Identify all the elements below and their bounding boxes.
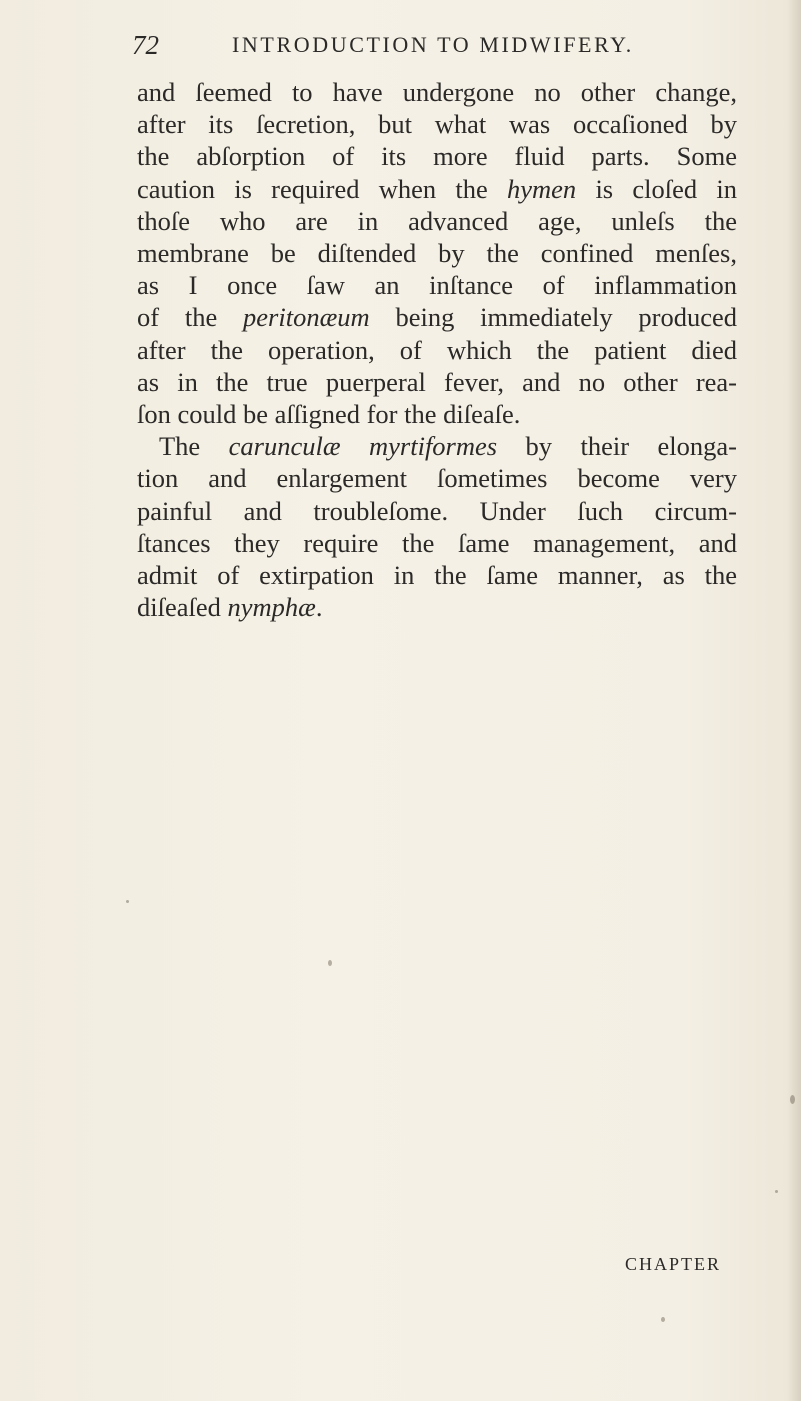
paragraph-start-line: The carunculæ myrtiformes by their elonga- xyxy=(159,431,738,462)
paper-speck xyxy=(328,960,332,966)
paper-speck xyxy=(126,900,129,903)
text-line: ſtances they require the ſame management, and xyxy=(137,527,737,558)
text-line: the abſorption of its more fluid parts. Some xyxy=(137,141,737,172)
paper-speck xyxy=(775,1190,778,1193)
page-edge-shadow xyxy=(787,0,801,1401)
running-head xyxy=(132,30,702,64)
text-line: after the operation, of which the patient died xyxy=(137,334,737,365)
text-line: admit of extirpation in the ſame manner, as the xyxy=(137,560,737,591)
page-number: 72 xyxy=(132,30,159,60)
catchword: CHAPTER xyxy=(625,1254,722,1274)
text-line: as in the true puerperal fever, and no other rea- xyxy=(137,366,737,397)
text-line: diſeaſed nymphæ. xyxy=(137,592,323,623)
paper-speck xyxy=(661,1317,665,1322)
text-line: membrane be diſtended by the confined menſes, xyxy=(137,238,737,269)
text-line: caution is required when the hymen is cloſed in xyxy=(137,173,737,204)
text-line: thoſe who are in advanced age, unleſs the xyxy=(137,205,737,236)
text-line: and ſeemed to have undergone no other change, xyxy=(137,77,737,107)
text-line: of the peritonæum being immediately produced xyxy=(137,302,737,333)
running-head-title: INTRODUCTION TO MIDWIFERY. xyxy=(232,32,634,57)
text-line: ſon could be aſſigned for the diſeaſe. xyxy=(137,399,521,430)
text-line: as I once ſaw an inſtance of inflammation xyxy=(137,270,737,301)
text-line: painful and troubleſome. Under ſuch circum- xyxy=(137,495,737,526)
paper-speck xyxy=(790,1095,795,1104)
body-text xyxy=(137,76,737,623)
text-line: after its ſecretion, but what was occaſioned by xyxy=(137,109,737,140)
text-line: tion and enlargement ſometimes become very xyxy=(137,463,737,494)
